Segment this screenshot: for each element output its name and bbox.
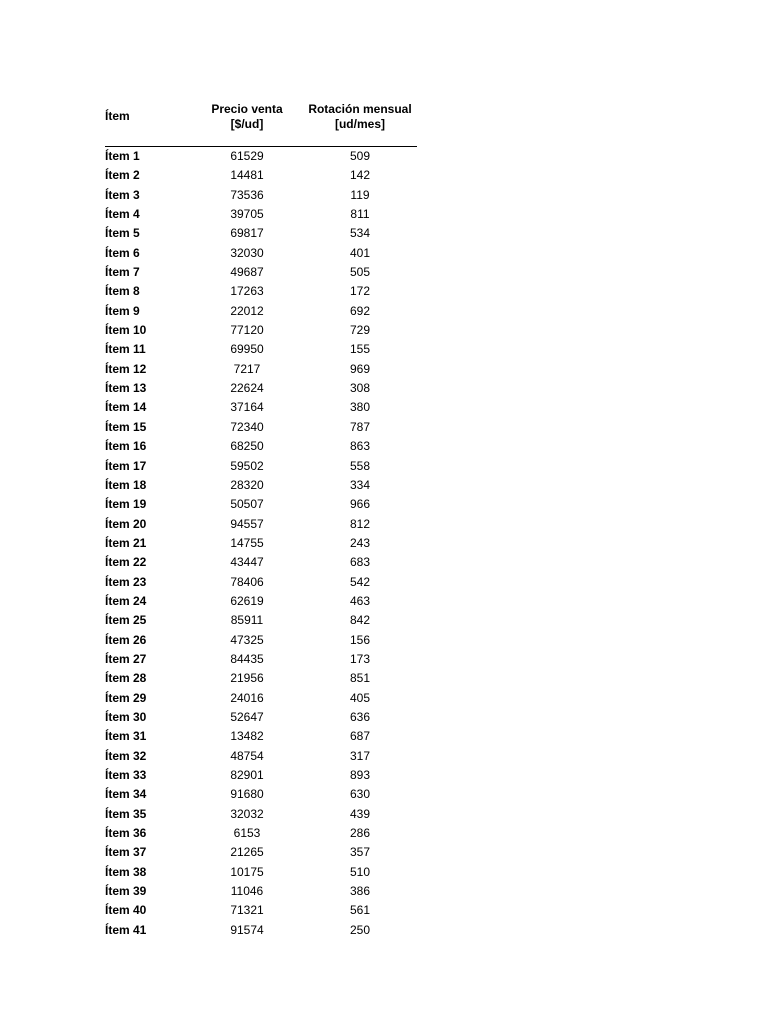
item-name-cell: Ítem 30 <box>105 709 147 724</box>
price-cell: 24016 <box>230 690 264 705</box>
table-row <box>0 573 768 592</box>
price-cell: 14755 <box>230 535 264 550</box>
table-row <box>0 147 768 166</box>
item-name-cell: Ítem 9 <box>105 303 140 318</box>
price-cell: 91574 <box>230 922 264 937</box>
item-name-cell: Ítem 1 <box>105 149 140 163</box>
price-cell: 69817 <box>230 226 264 241</box>
rotation-cell: 811 <box>350 207 370 222</box>
item-name-cell: Ítem 29 <box>105 690 147 705</box>
rotation-cell: 357 <box>349 845 371 860</box>
rotation-cell: 969 <box>349 361 371 376</box>
price-cell: 72340 <box>230 419 264 434</box>
price-cell: 48754 <box>230 748 264 763</box>
header-price-unit: [$/ud] <box>230 117 264 131</box>
table-row <box>0 882 768 901</box>
rotation-cell: 534 <box>349 226 371 241</box>
rotation-cell: 630 <box>349 787 371 802</box>
table-row <box>0 186 768 205</box>
table-row <box>0 843 768 862</box>
table-body <box>0 147 768 940</box>
table-row <box>0 302 768 321</box>
item-name-cell: Ítem 33 <box>105 768 147 782</box>
table-row <box>0 766 768 785</box>
rotation-cell: 542 <box>349 574 371 589</box>
price-cell: 71321 <box>230 903 264 918</box>
item-name-cell: Ítem 32 <box>105 748 147 763</box>
item-name-cell: Ítem 22 <box>105 555 147 570</box>
rotation-cell: 243 <box>349 535 371 550</box>
item-name-cell: Ítem 18 <box>105 477 147 492</box>
price-cell: 50507 <box>230 497 264 512</box>
table-row <box>0 901 768 920</box>
rotation-cell: 687 <box>349 729 371 744</box>
table-row <box>0 534 768 553</box>
price-cell: 21956 <box>230 671 264 686</box>
price-cell: 7217 <box>233 361 261 376</box>
rotation-cell: 317 <box>349 748 371 763</box>
price-cell: 62619 <box>230 593 264 608</box>
table-row <box>0 747 768 766</box>
table-row <box>0 727 768 746</box>
header-price-label: Precio venta <box>211 102 283 116</box>
price-cell: 37164 <box>230 400 264 415</box>
rotation-cell: 308 <box>349 381 371 396</box>
rotation-cell: 401 <box>349 245 371 260</box>
item-name-cell: Ítem 23 <box>105 574 147 589</box>
price-cell: 22012 <box>230 303 264 318</box>
price-cell: 47325 <box>230 632 264 647</box>
table-row <box>0 495 768 514</box>
item-name-cell: Ítem 4 <box>105 207 140 222</box>
price-cell: 49687 <box>230 265 264 280</box>
rotation-cell: 405 <box>349 690 371 705</box>
price-cell: 6153 <box>233 826 261 841</box>
price-cell: 78406 <box>230 574 264 589</box>
header-rotation-unit: [ud/mes] <box>334 117 385 131</box>
price-cell: 52647 <box>230 709 264 724</box>
table-row <box>0 205 768 224</box>
table-row <box>0 476 768 495</box>
price-cell: 73536 <box>230 187 264 202</box>
rotation-cell: 893 <box>349 768 371 782</box>
table-row <box>0 921 768 940</box>
item-name-cell: Ítem 13 <box>105 381 147 396</box>
price-cell: 17263 <box>230 284 264 299</box>
rotation-cell: 172 <box>349 284 371 299</box>
table-row <box>0 863 768 882</box>
table-row <box>0 379 768 398</box>
item-name-cell: Ítem 37 <box>105 845 147 860</box>
rotation-cell: 558 <box>349 458 371 473</box>
table-row <box>0 650 768 669</box>
price-cell: 10175 <box>230 864 264 879</box>
table-row <box>0 669 768 688</box>
item-name-cell: Ítem 38 <box>105 864 147 879</box>
table-row <box>0 340 768 359</box>
rotation-cell: 636 <box>349 709 371 724</box>
price-cell: 22624 <box>230 381 264 396</box>
price-cell: 59502 <box>230 458 264 473</box>
item-name-cell: Ítem 10 <box>105 323 147 338</box>
price-cell: 28320 <box>230 477 264 492</box>
item-name-cell: Ítem 5 <box>105 226 140 241</box>
item-name-cell: Ítem 8 <box>105 284 140 299</box>
item-name-cell: Ítem 17 <box>105 458 147 473</box>
table-row <box>0 263 768 282</box>
rotation-cell: 173 <box>349 651 371 666</box>
item-name-cell: Ítem 35 <box>105 806 147 821</box>
rotation-cell: 386 <box>349 884 371 899</box>
rotation-cell: 505 <box>349 265 371 280</box>
rotation-cell: 851 <box>349 671 371 686</box>
rotation-cell: 863 <box>349 439 371 454</box>
rotation-cell: 842 <box>349 613 371 628</box>
item-name-cell: Ítem 31 <box>105 729 147 744</box>
table-row <box>0 457 768 476</box>
table-row <box>0 398 768 417</box>
item-name-cell: Ítem 19 <box>105 497 147 512</box>
item-name-cell: Ítem 34 <box>105 787 147 802</box>
item-name-cell: Ítem 6 <box>105 245 140 260</box>
table-row <box>0 611 768 630</box>
table-row <box>0 553 768 572</box>
table-row <box>0 708 768 727</box>
table-row <box>0 824 768 843</box>
table-row <box>0 437 768 456</box>
price-cell: 77120 <box>230 323 264 338</box>
rotation-cell: 334 <box>349 477 371 492</box>
rotation-cell: 692 <box>349 303 371 318</box>
item-name-cell: Ítem 15 <box>105 419 147 434</box>
header-price <box>195 102 299 132</box>
price-cell: 61529 <box>230 149 264 163</box>
table-row <box>0 418 768 437</box>
rotation-cell: 966 <box>349 497 371 512</box>
item-name-cell: Ítem 36 <box>105 826 147 841</box>
rotation-cell: 156 <box>349 632 371 647</box>
price-cell: 82901 <box>230 768 264 782</box>
rotation-cell: 561 <box>349 903 371 918</box>
header-rotation-label: Rotación mensual <box>308 102 412 116</box>
item-name-cell: Ítem 14 <box>105 400 147 415</box>
rotation-cell: 286 <box>349 826 371 841</box>
item-name-cell: Ítem 3 <box>105 187 140 202</box>
item-name-cell: Ítem 26 <box>105 632 147 647</box>
rotation-cell: 787 <box>349 419 371 434</box>
rotation-cell: 119 <box>350 187 370 202</box>
price-cell: 94557 <box>230 516 264 531</box>
rotation-cell: 812 <box>349 516 371 531</box>
price-cell: 69950 <box>230 342 264 357</box>
table-row <box>0 805 768 824</box>
table-row <box>0 689 768 708</box>
price-cell: 39705 <box>230 207 264 222</box>
price-cell: 21265 <box>230 845 264 860</box>
item-name-cell: Ítem 41 <box>105 922 147 937</box>
item-name-cell: Ítem 7 <box>105 265 140 280</box>
rotation-cell: 509 <box>349 149 371 163</box>
item-name-cell: Ítem 39 <box>105 884 147 899</box>
price-cell: 32030 <box>230 245 264 260</box>
price-cell: 14481 <box>230 168 264 183</box>
rotation-cell: 250 <box>349 922 371 937</box>
table-row <box>0 360 768 379</box>
price-cell: 11046 <box>230 884 264 899</box>
price-cell: 91680 <box>230 787 264 802</box>
rotation-cell: 142 <box>349 168 371 183</box>
item-name-cell: Ítem 12 <box>105 361 147 376</box>
item-name-cell: Ítem 2 <box>105 168 140 183</box>
table-row <box>0 515 768 534</box>
table-row <box>0 592 768 611</box>
item-name-cell: Ítem 28 <box>105 671 147 686</box>
rotation-cell: 439 <box>349 806 371 821</box>
item-name-cell: Ítem 40 <box>105 903 147 918</box>
rotation-cell: 683 <box>349 555 371 570</box>
rotation-cell: 729 <box>349 323 371 338</box>
rotation-cell: 155 <box>349 342 371 357</box>
table-row <box>0 321 768 340</box>
table-row <box>0 282 768 301</box>
item-name-cell: Ítem 21 <box>105 535 147 550</box>
price-cell: 84435 <box>230 651 264 666</box>
item-name-cell: Ítem 20 <box>105 516 147 531</box>
item-name-cell: Ítem 16 <box>105 439 147 454</box>
table-row <box>0 631 768 650</box>
table-row <box>0 785 768 804</box>
item-name-cell: Ítem 24 <box>105 593 147 608</box>
price-cell: 13482 <box>230 729 264 744</box>
price-cell: 43447 <box>230 555 264 570</box>
table-row <box>0 244 768 263</box>
item-name-cell: Ítem 11 <box>105 342 146 357</box>
rotation-cell: 510 <box>349 864 371 879</box>
table-row <box>0 166 768 185</box>
price-cell: 85911 <box>230 613 264 628</box>
rotation-cell: 463 <box>349 593 371 608</box>
item-name-cell: Ítem 25 <box>105 613 147 628</box>
header-rotation <box>300 102 420 132</box>
price-cell: 32032 <box>230 806 264 821</box>
rotation-cell: 380 <box>349 400 371 415</box>
header-item: Ítem <box>105 109 130 123</box>
price-cell: 68250 <box>230 439 264 454</box>
table-row <box>0 224 768 243</box>
item-name-cell: Ítem 27 <box>105 651 147 666</box>
